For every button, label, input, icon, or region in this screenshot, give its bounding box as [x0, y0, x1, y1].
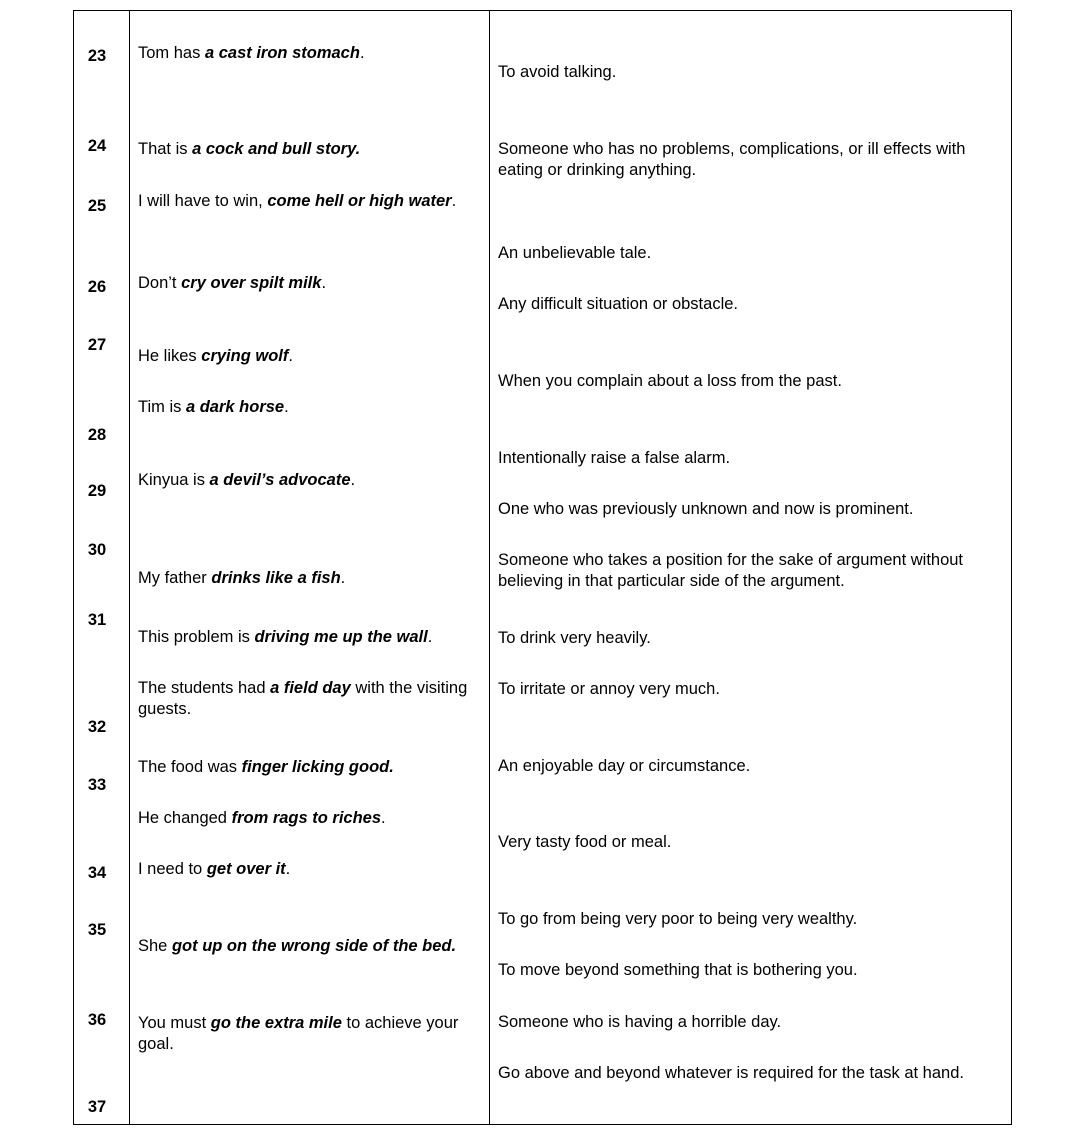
- idiom-sentence: [138, 568, 478, 589]
- idiom-plain-text: This problem is: [138, 628, 255, 646]
- idiom-plain-text: Kinyua is: [138, 471, 210, 489]
- idiom-sentence: [138, 936, 478, 957]
- row-number: 35: [87, 921, 107, 939]
- definition-column: [491, 11, 1011, 1124]
- idiom-sentence: [138, 808, 478, 829]
- idiom-plain-text: .: [321, 274, 327, 292]
- idiom-plain-text: I will have to win,: [138, 192, 268, 210]
- idiom-sentence: [138, 273, 478, 294]
- row-number: 24: [87, 137, 107, 155]
- idiom-sentence: [138, 678, 478, 721]
- idiom-phrase: a field day: [270, 679, 351, 697]
- definition-text: An enjoyable day or circumstance.: [498, 757, 751, 775]
- idiom-phrase: crying wolf: [201, 347, 289, 365]
- idiom-plain-text: to achieve your goal.: [138, 1014, 459, 1054]
- row-number: 37: [87, 1098, 107, 1116]
- definition-text: To go from being very poor to being very wealthy.: [498, 910, 858, 928]
- row-number: 33: [87, 776, 107, 794]
- idiom-phrase: cry over spilt milk: [181, 274, 322, 292]
- definition-text: Go above and beyond whatever is required for the task at hand.: [498, 1064, 964, 1082]
- idiom-plain-text: My father: [138, 569, 212, 587]
- idiom-plain-text: He likes: [138, 347, 202, 365]
- idiom-plain-text: The students had: [138, 679, 271, 697]
- row-number: 34: [87, 864, 107, 882]
- definition-text: To avoid talking.: [498, 63, 617, 81]
- definition-text: Any difficult situation or obstacle.: [498, 295, 738, 313]
- row-number: 32: [87, 718, 107, 736]
- idiom-phrase: go the extra mile: [210, 1014, 342, 1032]
- idiom-sentence: [138, 1013, 478, 1056]
- definition-text: Very tasty food or meal.: [498, 833, 672, 851]
- row-number: 36: [87, 1011, 107, 1029]
- idiom-sentence: [138, 470, 478, 491]
- idiom-plain-text: .: [350, 471, 356, 489]
- idiom-phrase: drinks like a fish: [211, 569, 341, 587]
- idiom-plain-text: You must: [138, 1014, 211, 1032]
- idiom-phrase: a dark horse: [185, 398, 285, 416]
- idiom-phrase: got up on the wrong side of the bed.: [171, 937, 457, 955]
- idiom-plain-text: .: [284, 398, 289, 416]
- idiom-plain-text: The food was: [138, 758, 242, 776]
- row-number: 31: [87, 611, 107, 629]
- idiom-plain-text: She: [138, 937, 172, 955]
- idiom-sentence: [138, 859, 478, 880]
- idiom-plain-text: Don’t: [138, 274, 182, 292]
- idiom-plain-text: .: [427, 628, 433, 646]
- idiom-phrase: finger licking good.: [241, 758, 394, 776]
- idiom-phrase: a cast iron stomach: [204, 44, 360, 62]
- row-number-column: [74, 11, 129, 1124]
- idiom-phrase: come hell or high water: [267, 192, 452, 210]
- idiom-plain-text: .: [288, 347, 293, 365]
- row-number: 25: [87, 197, 107, 215]
- definition-text: Someone who is having a horrible day.: [498, 1013, 782, 1031]
- row-number: 27: [87, 336, 107, 354]
- idiom-sentence: [138, 627, 478, 648]
- idiom-plain-text: .: [359, 44, 365, 62]
- definition-text: Someone who has no problems, complications, or ill effects with eating or drinking anything.: [498, 140, 966, 180]
- idiom-plain-text: Tim is: [138, 398, 186, 416]
- row-number: 30: [87, 541, 107, 559]
- row-number: 23: [87, 47, 107, 65]
- idiom-plain-text: .: [381, 809, 386, 827]
- definition-text: An unbelievable tale.: [498, 244, 652, 262]
- idiom-phrase: from rags to riches: [231, 809, 382, 827]
- row-number: 29: [87, 482, 107, 500]
- row-number: 28: [87, 426, 107, 444]
- idiom-plain-text: Tom has: [138, 44, 205, 62]
- idiom-plain-text: He changed: [138, 809, 232, 827]
- idiom-phrase: a devil’s advocate: [209, 471, 351, 489]
- definition-text: When you complain about a loss from the past.: [498, 372, 842, 390]
- idiom-sentence-column: [130, 11, 489, 1124]
- definition-text: To drink very heavily.: [498, 629, 651, 647]
- row-number: 26: [87, 278, 107, 296]
- column-divider-idiom-definition: [489, 11, 490, 1124]
- idiom-phrase: driving me up the wall: [254, 628, 428, 646]
- idiom-matching-table: [73, 10, 1012, 1125]
- definition-text: One who was previously unknown and now is prominent.: [498, 500, 914, 518]
- definition-text: Intentionally raise a false alarm.: [498, 449, 731, 467]
- idiom-plain-text: I need to: [138, 860, 207, 878]
- idiom-sentence: [138, 191, 478, 212]
- idiom-plain-text: .: [451, 192, 457, 210]
- idiom-sentence: [138, 139, 478, 160]
- definition-text: To irritate or annoy very much.: [498, 680, 720, 698]
- idiom-sentence: [138, 346, 478, 367]
- idiom-phrase: get over it: [206, 860, 286, 878]
- idiom-plain-text: .: [340, 569, 346, 587]
- idiom-phrase: a cock and bull story.: [192, 140, 361, 158]
- idiom-plain-text: with the visiting guests.: [138, 679, 468, 719]
- idiom-sentence: [138, 397, 478, 418]
- idiom-plain-text: .: [285, 860, 291, 878]
- idiom-plain-text: That is: [138, 140, 193, 158]
- idiom-sentence: [138, 43, 478, 64]
- definition-text: To move beyond something that is bothering you.: [498, 961, 858, 979]
- definition-text: Someone who takes a position for the sake of argument without believing in that particular side of the argument.: [498, 551, 964, 591]
- idiom-sentence: [138, 757, 478, 778]
